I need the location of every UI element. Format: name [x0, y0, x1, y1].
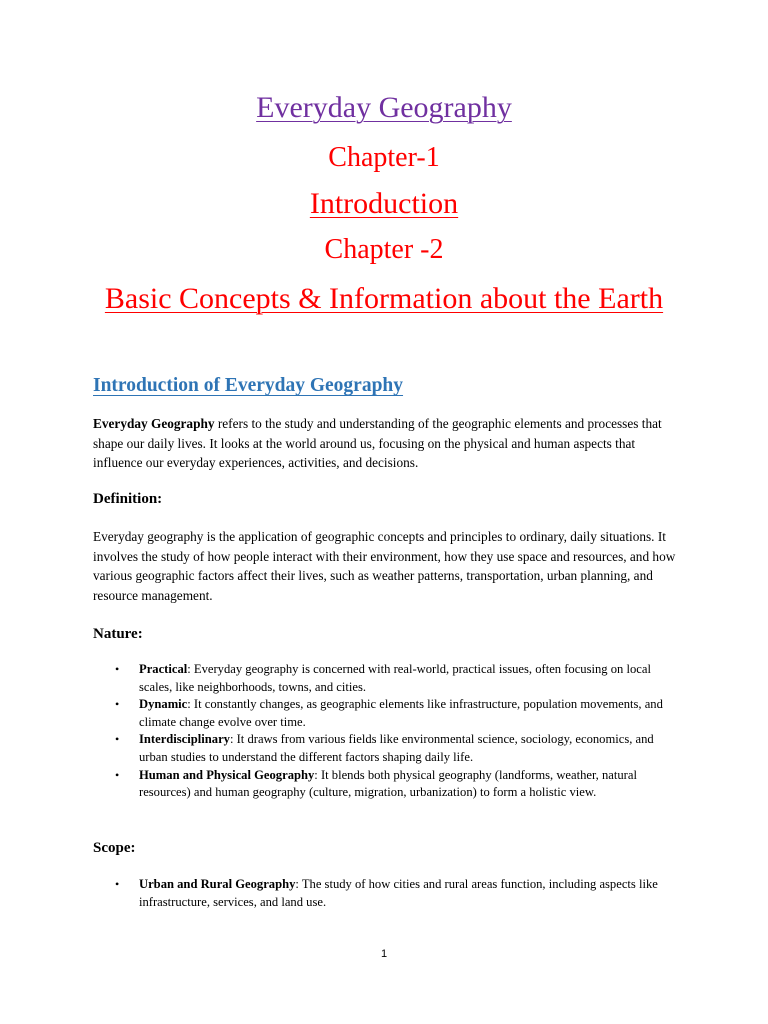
list-item — [93, 876, 673, 911]
chapter-1-title: Introduction — [309, 187, 459, 220]
list-item-text: : It constantly changes, as geographic elements like infrastructure, population movements, and climate change evolve over time. — [139, 697, 663, 729]
list-item-text: : The study of how cities and rural areas function, including aspects like infrastructure, services, and land use. — [139, 877, 658, 909]
list-item — [93, 696, 673, 731]
intro-text: refers to the study and understanding of the geographic elements and processes that shape our daily lives. It looks at the world around us, focusing on the physical and human aspects that influence our everyday experiences, activities, and decisions. — [93, 416, 662, 470]
page-number: 1 — [380, 948, 388, 960]
definition-heading: Definition: — [93, 491, 163, 507]
nature-list — [93, 661, 673, 802]
intro-term: Everyday Geography — [93, 416, 215, 431]
section-heading: Introduction of Everyday Geography — [93, 375, 404, 396]
list-item — [93, 731, 673, 766]
chapter-2-label: Chapter -2 — [324, 234, 444, 265]
scope-heading: Scope: — [93, 840, 136, 856]
list-item — [93, 661, 673, 696]
bullet-icon: • — [115, 767, 120, 782]
chapter-1-label: Chapter-1 — [328, 142, 440, 173]
list-item-term: Human and Physical Geography — [139, 767, 315, 782]
bullet-icon: • — [115, 877, 120, 891]
nature-heading: Nature: — [93, 626, 143, 642]
list-item-term: Urban and Rural Geography — [139, 877, 296, 891]
list-item-text: : It blends both physical geography (landforms, weather, natural resources) and human geography (culture, migration, urbanization) to form a holistic view. — [139, 767, 637, 800]
bullet-icon: • — [115, 662, 120, 676]
intro-paragraph — [93, 414, 683, 473]
document-title: Everyday Geography — [256, 91, 512, 124]
list-item-term: Dynamic — [139, 697, 188, 712]
list-item — [93, 767, 673, 802]
bullet-icon: • — [115, 732, 120, 747]
chapter-2-title: Basic Concepts & Information about the Earth — [104, 282, 664, 315]
definition-paragraph: Everyday geography is the application of geographic concepts and principles to ordinary, daily situations. It involves the study of how people interact with their environment, how they use space and resources, and how various geographic factors affect their lives, such as weather patterns, transportation, urban planning, and resource management. — [93, 529, 676, 603]
list-item-text: : It draws from various fields like environmental science, sociology, economics, and urban studies to understand the different factors shaping daily life. — [139, 732, 654, 764]
bullet-icon: • — [115, 697, 120, 712]
scope-list — [93, 876, 673, 911]
list-item-term: Interdisciplinary — [139, 732, 230, 747]
list-item-term: Practical — [139, 662, 188, 676]
list-item-text: : Everyday geography is concerned with real-world, practical issues, often focusing on local scales, like neighborhoods, towns, and cities. — [139, 662, 651, 694]
